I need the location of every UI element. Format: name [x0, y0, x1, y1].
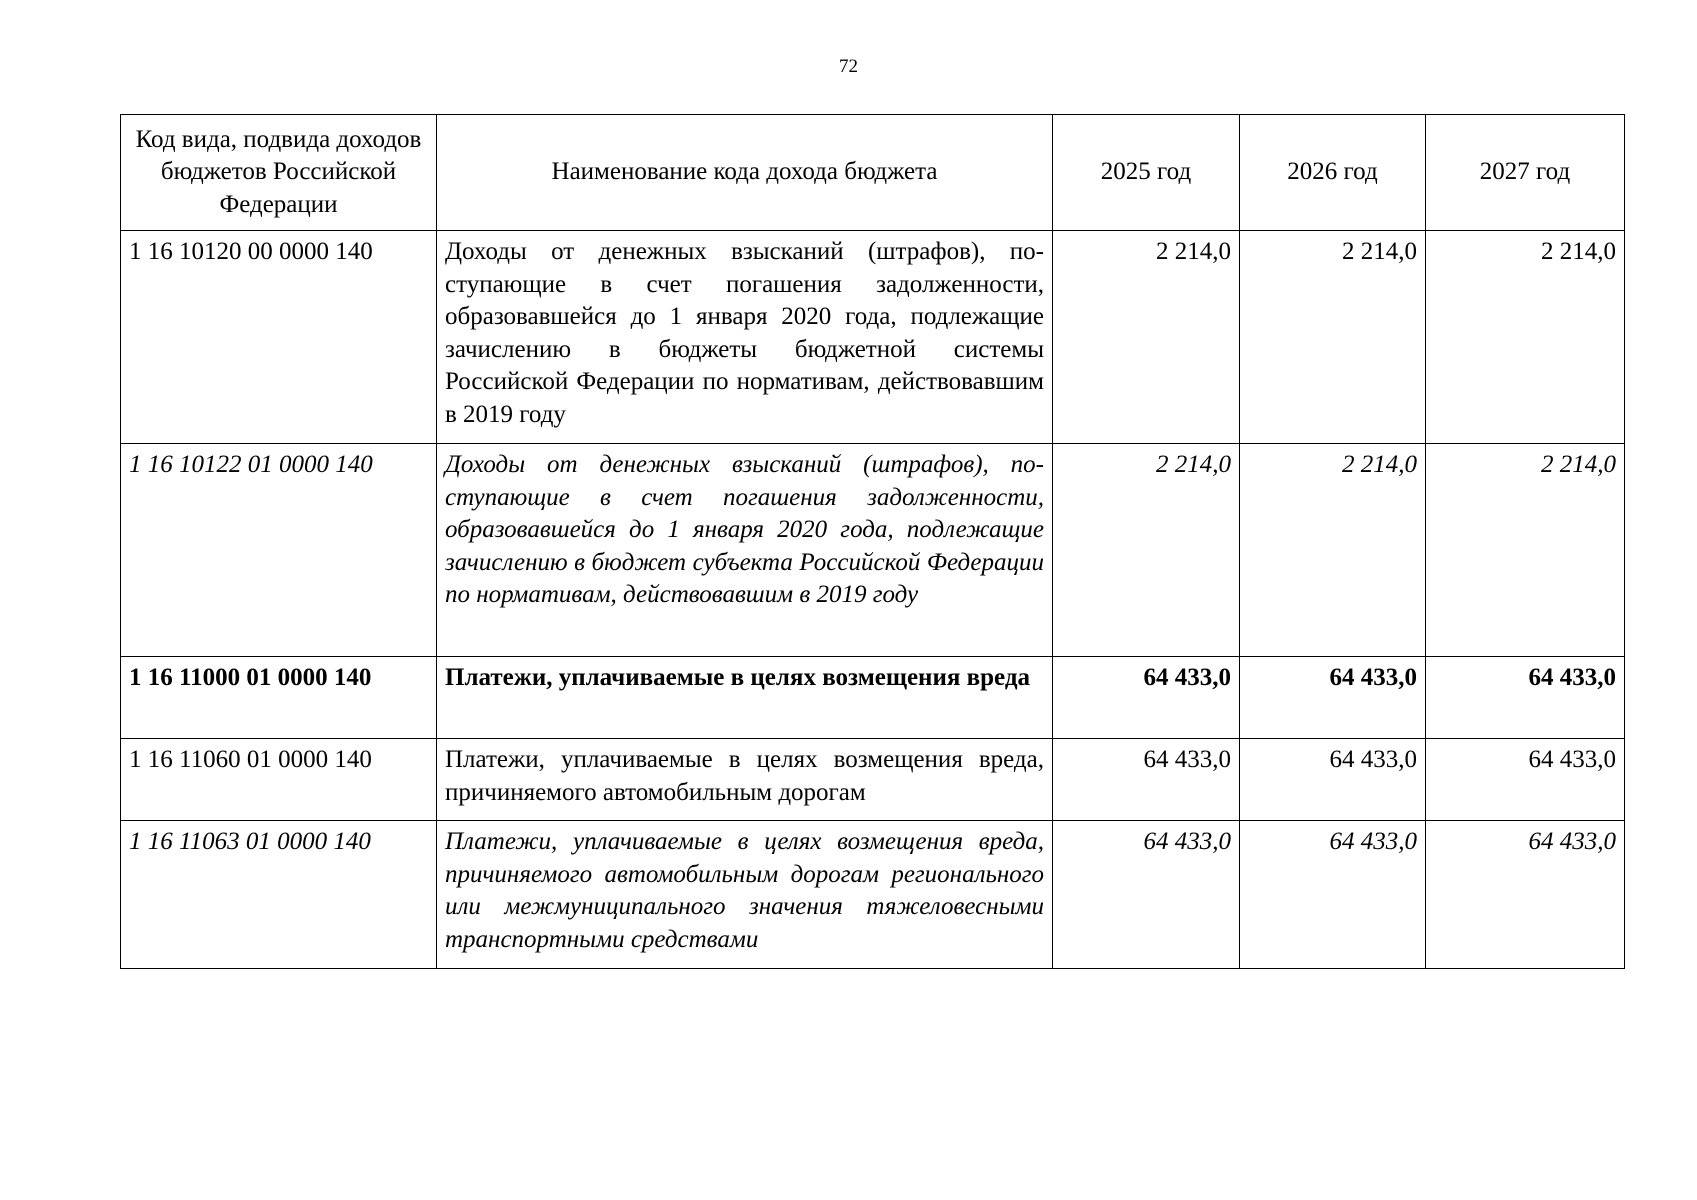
table-row — [121, 444, 1625, 657]
row-value-2027: 64 433,0 — [1426, 657, 1625, 739]
row-value-2025: 2 214,0 — [1053, 444, 1240, 657]
row-code: 1 16 11060 01 0000 140 — [121, 739, 437, 821]
row-value-2027: 2 214,0 — [1426, 444, 1625, 657]
row-value-2027: 64 433,0 — [1426, 821, 1625, 969]
row-value-2025: 64 433,0 — [1053, 657, 1240, 739]
header-code: Код вида, подвида доходов бюджетов Российской Федерации — [121, 115, 437, 231]
row-name: Платежи, уплачиваемые в целях возмещения вреда, причиняемого автомобильным дорогам регионального или межмуниципального значения тяжеловесными транспортными средствами — [437, 821, 1053, 969]
row-code: 1 16 11063 01 0000 140 — [121, 821, 437, 969]
row-value-2026: 64 433,0 — [1240, 821, 1426, 969]
row-value-2026: 2 214,0 — [1240, 444, 1426, 657]
row-name: Платежи, уплачиваемые в целях возмещения вреда — [437, 657, 1053, 739]
header-2025: 2025 год — [1053, 115, 1240, 231]
header-name: Наименование кода дохода бюджета — [437, 115, 1053, 231]
row-name: Платежи, уплачиваемые в целях возмещения вреда, причиняемого автомобильным дорогам — [437, 739, 1053, 821]
header-2027: 2027 год — [1426, 115, 1625, 231]
row-code: 1 16 11000 01 0000 140 — [121, 657, 437, 739]
row-value-2026: 64 433,0 — [1240, 739, 1426, 821]
row-code: 1 16 10122 01 0000 140 — [121, 444, 437, 657]
table-row — [121, 821, 1625, 969]
table-header-row — [121, 115, 1625, 231]
table-row — [121, 739, 1625, 821]
row-value-2027: 2 214,0 — [1426, 231, 1625, 444]
table-row — [121, 657, 1625, 739]
table-row — [121, 231, 1625, 444]
row-value-2025: 64 433,0 — [1053, 821, 1240, 969]
row-name: Доходы от денежных взысканий (штрафов), поступающие в счет погашения задолженности, образовавшейся до 1 января 2020 года, подлежащие зачислению в бюджет субъекта Российской Федерации по нормативам, действовавшим в 2019 году — [437, 444, 1053, 657]
row-value-2027: 64 433,0 — [1426, 739, 1625, 821]
row-value-2025: 2 214,0 — [1053, 231, 1240, 444]
page-number: 72 — [839, 56, 858, 77]
budget-revenue-table — [120, 114, 1625, 969]
header-2026: 2026 год — [1240, 115, 1426, 231]
row-value-2026: 64 433,0 — [1240, 657, 1426, 739]
row-name: Доходы от денежных взысканий (штрафов), поступающие в счет погашения задолженности, образовавшейся до 1 января 2020 года, подлежащие зачислению в бюджеты бюджетной системы Российской Федерации по нормативам, действовавшим в 2019 году — [437, 231, 1053, 444]
row-value-2026: 2 214,0 — [1240, 231, 1426, 444]
row-value-2025: 64 433,0 — [1053, 739, 1240, 821]
row-code: 1 16 10120 00 0000 140 — [121, 231, 437, 444]
